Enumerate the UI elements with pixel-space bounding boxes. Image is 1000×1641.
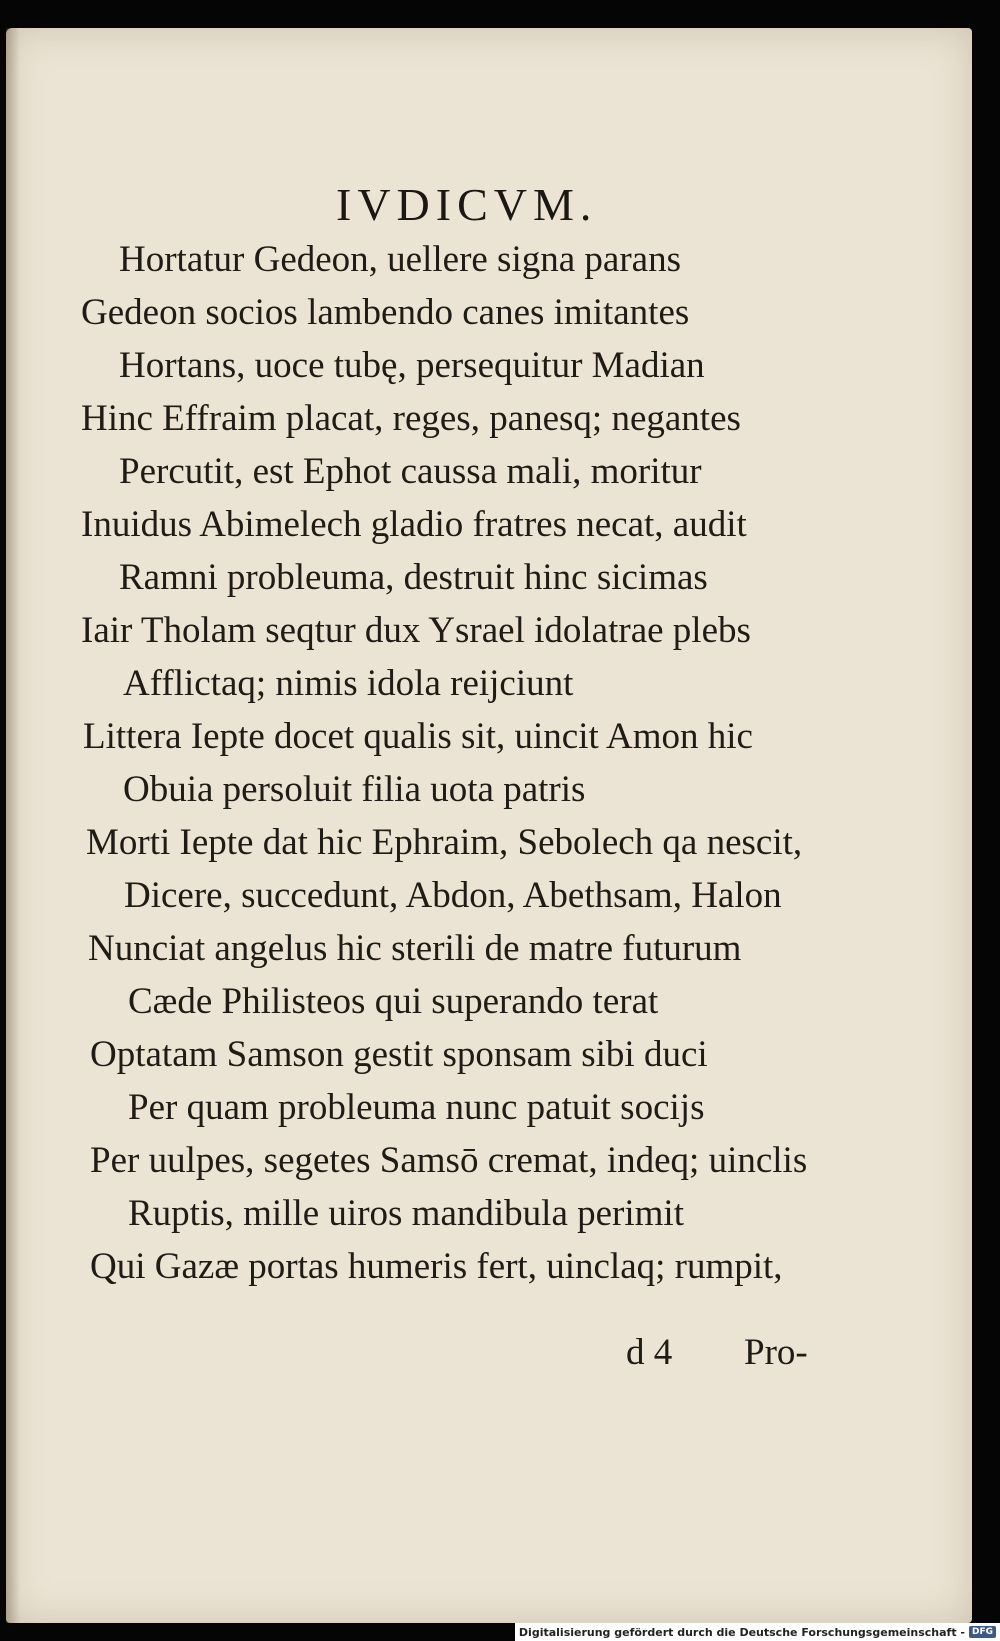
verse-line: Hortatur Gedeon, uellere signa parans: [119, 239, 681, 280]
verse-line: Per uulpes, segetes Samsō cremat, indeq; uinclis: [90, 1140, 808, 1181]
credit-text: Digitalisierung gefördert durch die Deutsche Forschungsgemeinschaft -: [518, 1625, 965, 1639]
verse-line: Per quam probleuma nunc patuit socijs: [128, 1087, 705, 1128]
verse-line: Hortans, uoce tubę, persequitur Madian: [119, 345, 705, 386]
verse-line: Afflictaq; nimis idola reijciunt: [123, 663, 574, 704]
verse-line: Optatam Samson gestit sponsam sibi duci: [90, 1034, 708, 1075]
book-page: [6, 28, 972, 1623]
verse-line: Ramni probleuma, destruit hinc sicimas: [119, 557, 708, 598]
catchword: Pro-: [744, 1332, 808, 1373]
verse-line: Iair Tholam seqtur dux Ysrael idolatrae plebs: [81, 610, 751, 651]
verse-line: Ruptis, mille uiros mandibula perimit: [128, 1193, 684, 1234]
verse-line: Qui Gazæ portas humeris fert, uinclaq; rumpit,: [90, 1246, 783, 1287]
verse-line: Littera Iepte docet qualis sit, uincit Amon hic: [83, 716, 753, 757]
verse-line: Dicere, succedunt, Abdon, Abethsam, Halon: [124, 875, 782, 916]
verse-line: Cæde Philisteos qui superando terat: [128, 981, 659, 1022]
signature-mark: d 4: [626, 1332, 673, 1373]
verse-line: Hinc Effraim placat, reges, panesq; negantes: [81, 398, 741, 439]
page-header: IVDICVM.: [336, 179, 598, 230]
verse-line: Nunciat angelus hic sterili de matre futurum: [88, 928, 742, 969]
verse-line: Morti Iepte dat hic Ephraim, Sebolech qa nescit,: [86, 822, 803, 863]
verse-line: Percutit, est Ephot caussa mali, moritur: [119, 451, 702, 492]
page-binding-shadow: [6, 28, 20, 1623]
dfg-logo-icon: DFG: [969, 1626, 996, 1638]
verse-line: Inuidus Abimelech gladio fratres necat, audit: [81, 504, 747, 545]
verse-line: Obuia persoluit filia uota patris: [123, 769, 586, 810]
digitization-credit: [515, 1623, 1000, 1641]
verse-line: Gedeon socios lambendo canes imitantes: [81, 292, 690, 333]
